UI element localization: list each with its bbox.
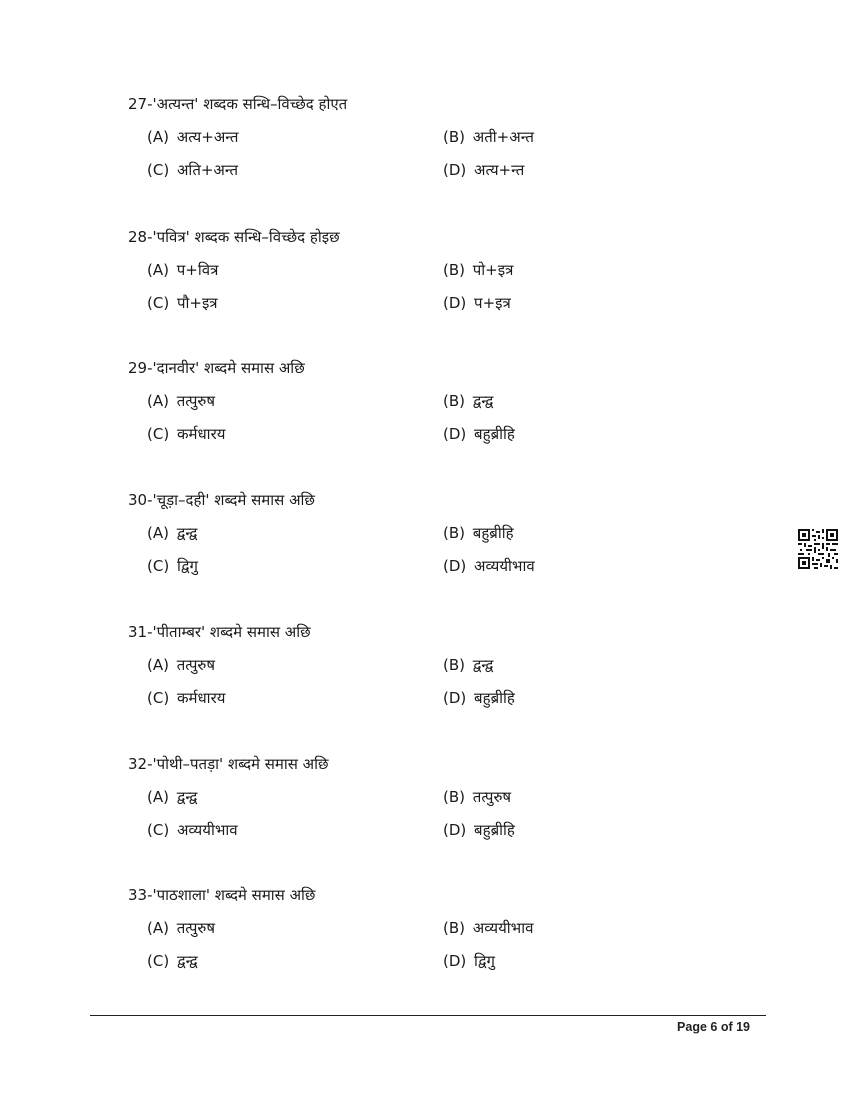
question-28	[128, 226, 768, 314]
option-b: (B) अव्ययीभाव	[443, 919, 534, 937]
option-c: (C) पौ+इत्र	[147, 294, 218, 312]
question-31	[128, 621, 768, 709]
option-d: (D) अव्ययीभाव	[443, 557, 535, 575]
option-b: (B) तत्पुरुष	[443, 788, 512, 806]
question-stem: 31-'पीताम्बर' शब्दमे समास अछि	[128, 623, 311, 641]
option-a: (A) तत्पुरुष	[147, 392, 216, 410]
option-c: (C) द्वन्द्व	[147, 952, 198, 970]
option-c: (C) कर्मधारय	[147, 689, 226, 707]
option-d: (D) प+इत्र	[443, 294, 511, 312]
option-c: (C) कर्मधारय	[147, 425, 226, 443]
option-a: (A) तत्पुरुष	[147, 919, 216, 937]
option-a: (A) अत्य+अन्त	[147, 128, 239, 146]
question-32	[128, 753, 768, 841]
option-d: (D) अत्य+न्त	[443, 161, 525, 179]
question-33	[128, 884, 768, 972]
question-29	[128, 357, 768, 445]
question-stem: 27-'अत्यन्त' शब्दक सन्धि–विच्छेद होएत	[128, 95, 348, 113]
option-a: (A) तत्पुरुष	[147, 656, 216, 674]
option-c: (C) द्विगु	[147, 557, 198, 575]
option-d: (D) द्विगु	[443, 952, 496, 970]
option-c: (C) अति+अन्त	[147, 161, 239, 179]
question-27	[128, 93, 768, 181]
question-stem: 29-'दानवीर' शब्दमे समास अछि	[128, 359, 305, 377]
option-b: (B) बहुब्रीहि	[443, 524, 514, 542]
question-stem: 33-'पाठशाला' शब्दमे समास अछि	[128, 886, 316, 904]
option-d: (D) बहुब्रीहि	[443, 821, 515, 839]
option-b: (B) पो+इत्र	[443, 261, 514, 279]
question-stem: 28-'पवित्र' शब्दक सन्धि–विच्छेद होइछ	[128, 228, 340, 246]
question-stem: 30-'चूड़ा–दही' शब्दमे समास अछि	[128, 491, 315, 509]
option-d: (D) बहुब्रीहि	[443, 425, 515, 443]
option-c: (C) अव्ययीभाव	[147, 821, 238, 839]
option-b: (B) द्वन्द्व	[443, 656, 494, 674]
footer-divider	[90, 1015, 766, 1016]
question-stem: 32-'पोथी–पतड़ा' शब्दमे समास अछि	[128, 755, 329, 773]
option-a: (A) प+वित्र	[147, 261, 219, 279]
qr-code-icon	[798, 529, 838, 569]
option-a: (A) द्वन्द्व	[147, 524, 198, 542]
option-a: (A) द्वन्द्व	[147, 788, 198, 806]
option-b: (B) अती+अन्त	[443, 128, 534, 146]
question-30	[128, 489, 768, 577]
option-d: (D) बहुब्रीहि	[443, 689, 515, 707]
option-b: (B) द्वन्द्व	[443, 392, 494, 410]
page-number: Page 6 of 19	[677, 1020, 750, 1034]
